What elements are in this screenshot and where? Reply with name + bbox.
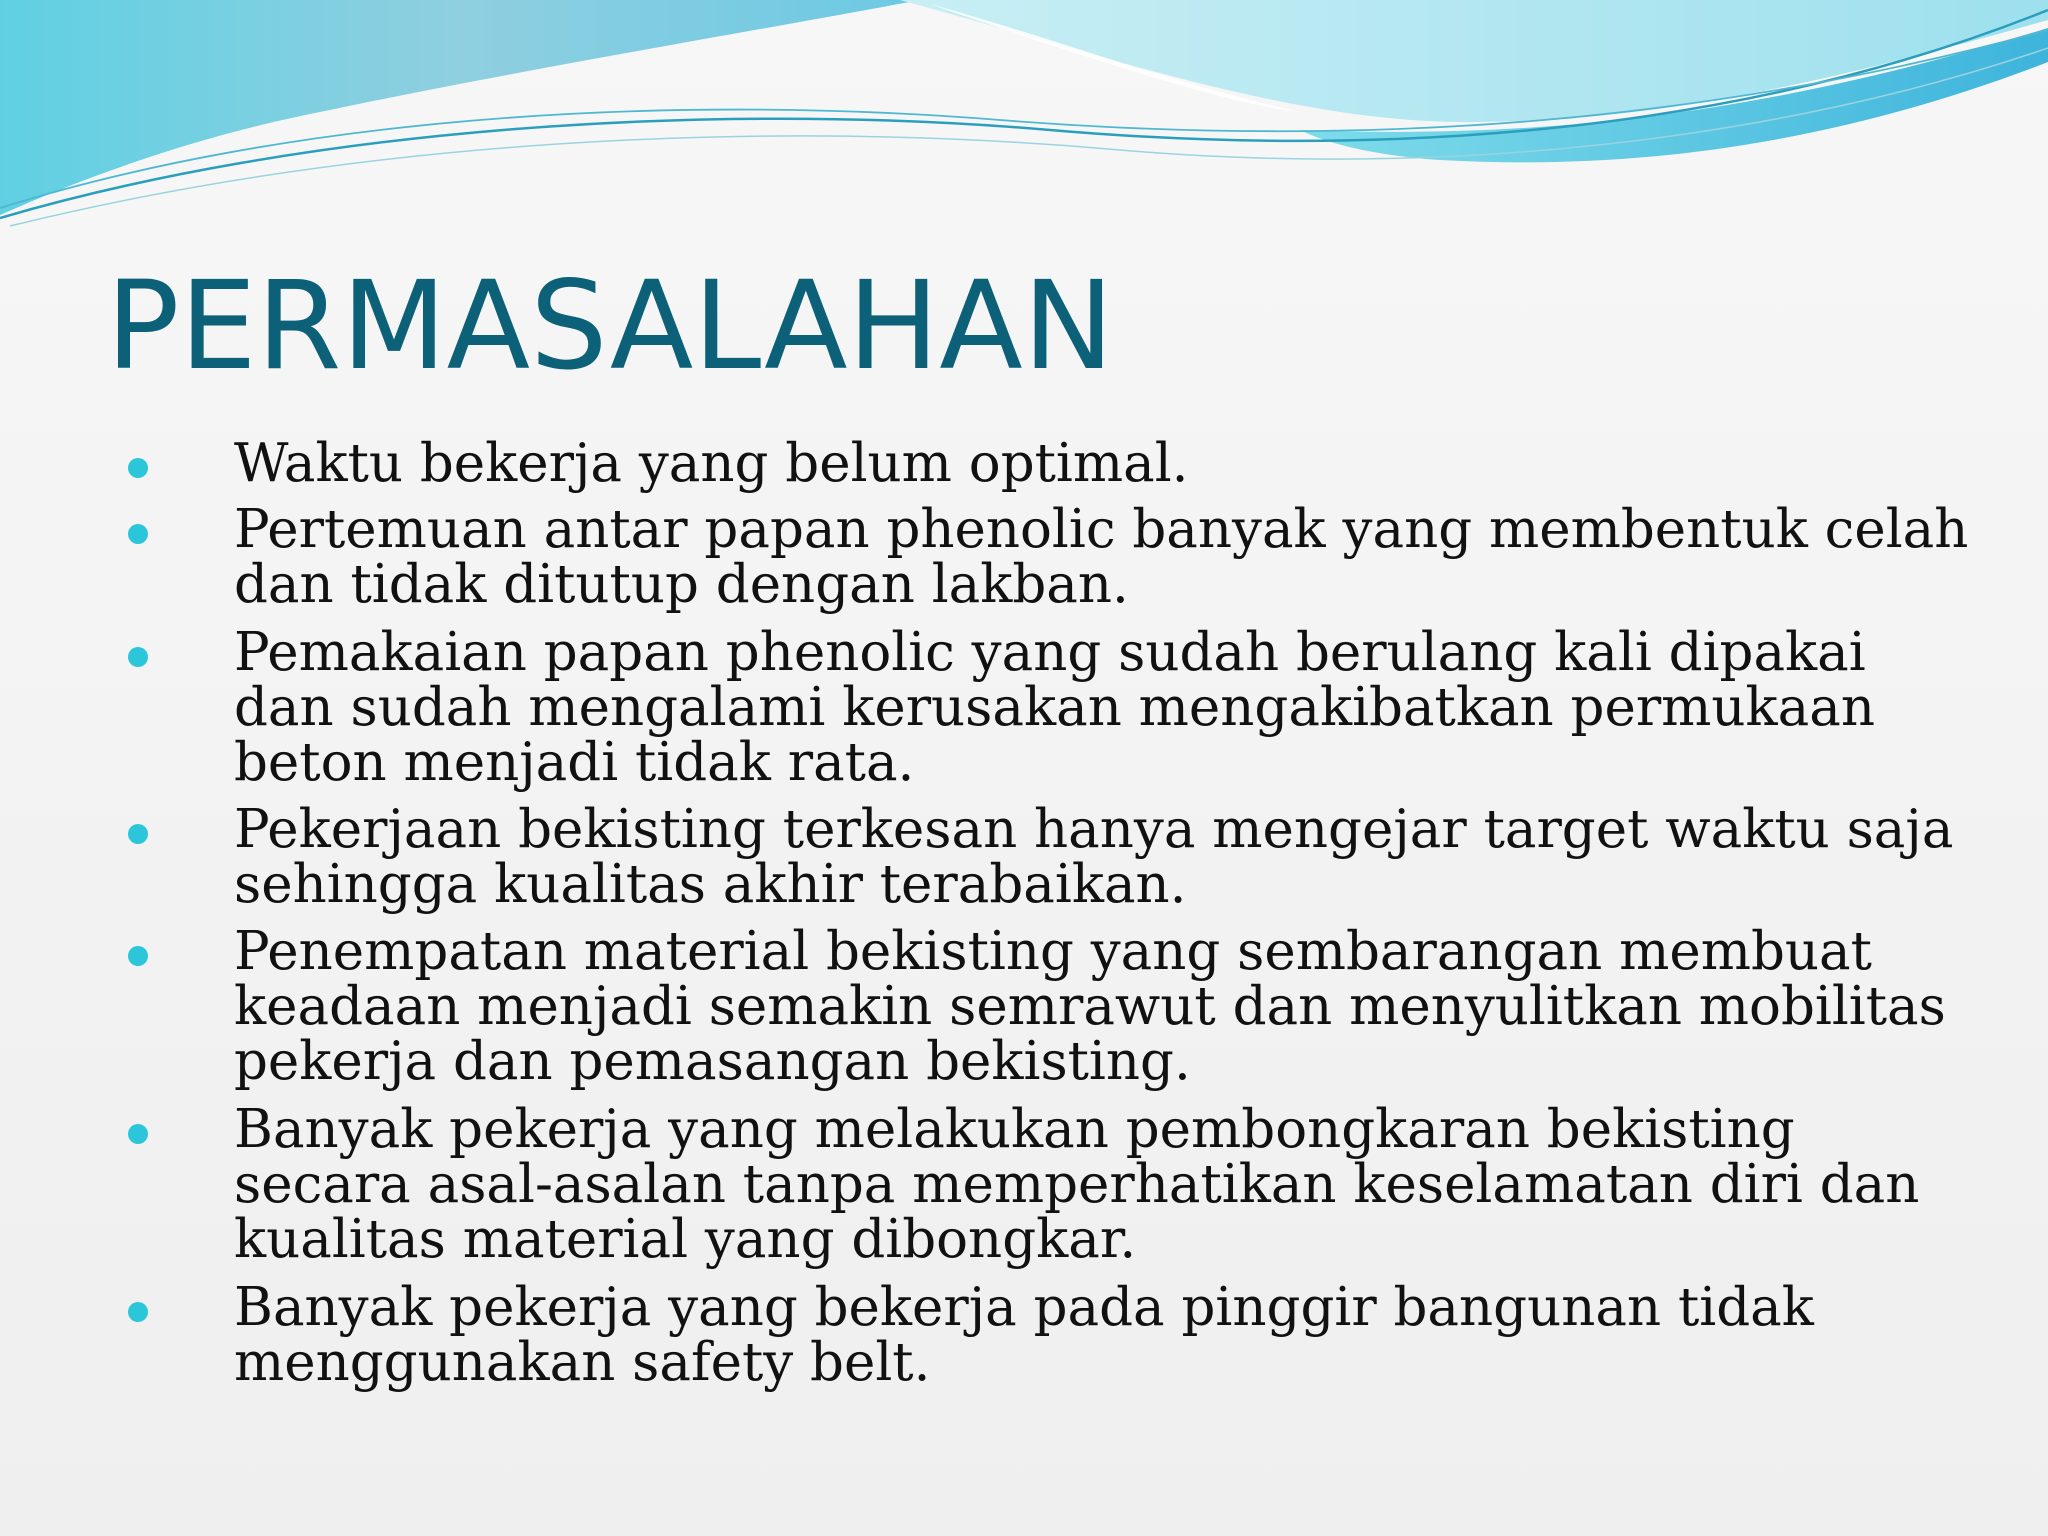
bullet-dot-icon [128,458,148,478]
list-item-text: Banyak pekerja yang melakukan pembongkaran bekisting secara asal-asalan tanpa memperhatikan keselamatan diri dan kualitas material yang dibongkar. [234,1099,1920,1270]
bullet-dot-icon [128,1124,148,1144]
bullet-dot-icon [128,647,148,667]
list-item-text: Banyak pekerja yang bekerja pada pinggir bangunan tidak menggunakan safety belt. [234,1277,1814,1393]
list-item-text: Waktu bekerja yang belum optimal. [234,433,1189,494]
list-item-text: Pekerjaan bekisting terkesan hanya mengejar target waktu saja sehingga kualitas akhir terabaikan. [234,799,1954,915]
slide-title: PERMASALAHAN [106,255,1114,397]
bullet-dot-icon [128,1302,148,1322]
bullet-dot-icon [128,824,148,844]
list-item-text: Penempatan material bekisting yang sembarangan membuat keadaan menjadi semakin semrawut dan menyulitkan mobilitas pekerja dan pemasangan bekisting. [234,921,1946,1092]
list-item-text: Pertemuan antar papan phenolic banyak yang membentuk celah dan tidak ditutup dengan lakban. [234,499,1969,615]
list-item-text: Pemakaian papan phenolic yang sudah berulang kali dipakai dan sudah mengalami kerusakan mengakibatkan permukaan beton menjadi tidak rata. [234,622,1876,793]
bullet-dot-icon [128,524,148,544]
bullet-dot-icon [128,946,148,966]
